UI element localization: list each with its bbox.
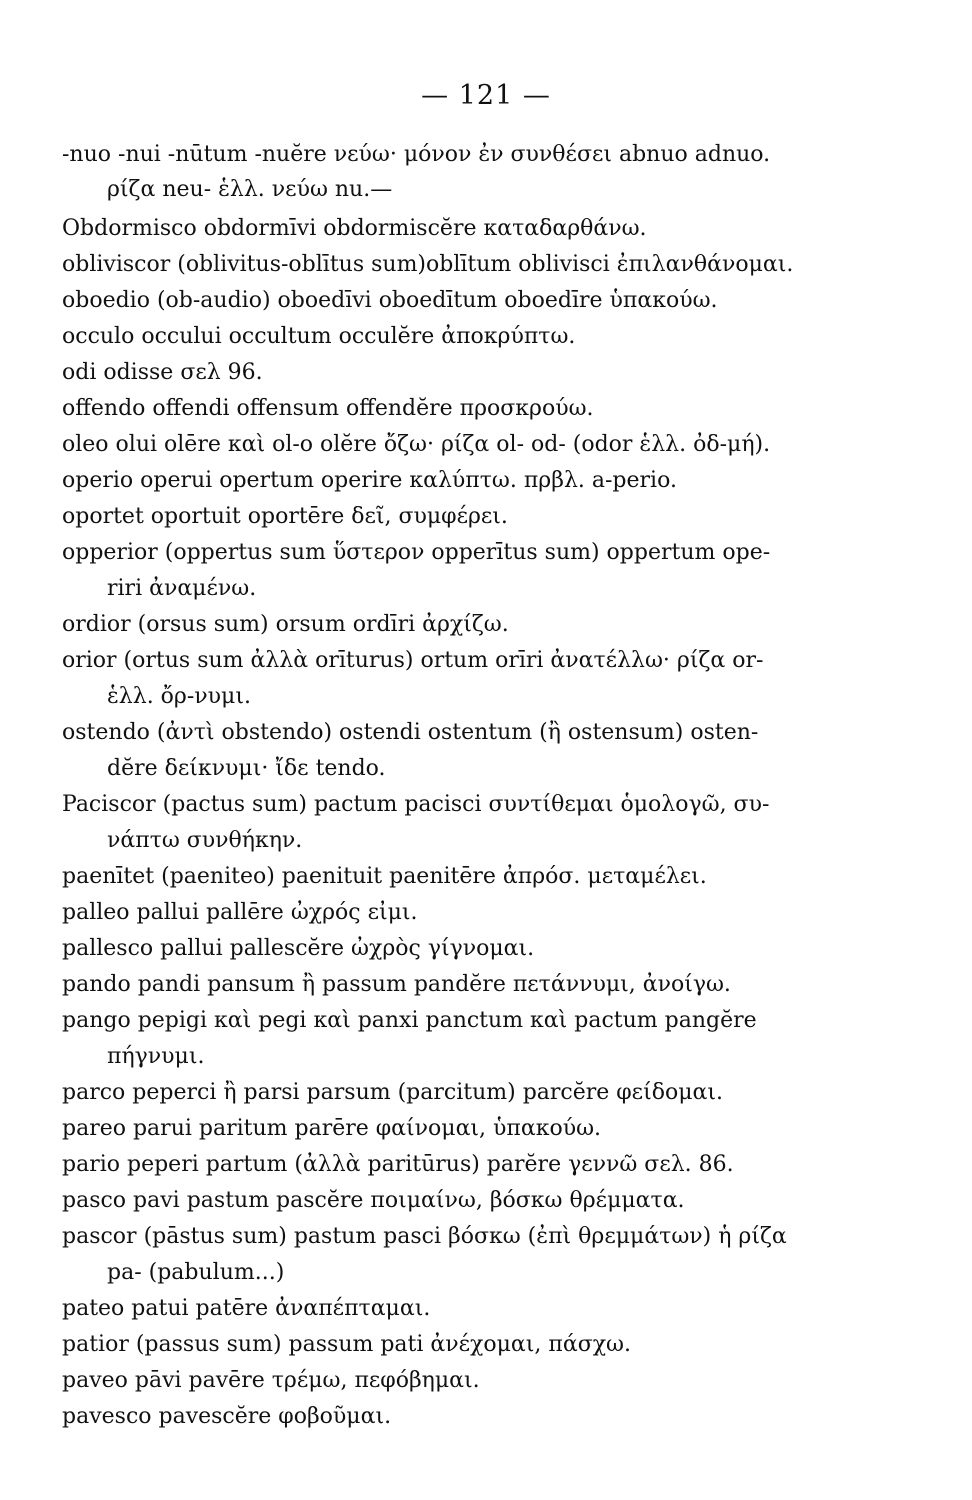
entry-line: ordior (orsus sum) orsum ordīri ἀρχίζω.: [62, 612, 509, 637]
entry-line-continuation: νάπτω συνθήκην.: [107, 828, 303, 853]
entry-line: pasco pavi pastum pascĕre ποιμαίνω, βόσκω θρέμματα.: [62, 1188, 685, 1213]
entry-line: oboedio (ob-audio) oboedīvi oboedītum oboedīre ὑπακούω.: [62, 288, 718, 313]
entry-line: offendo offendi offensum offendĕre προσκρούω.: [62, 396, 594, 421]
entry-line-continuation: riri ἀναμένω.: [107, 576, 257, 601]
entry-line: paveo pāvi pavēre τρέμω, πεφόβημαι.: [62, 1368, 480, 1393]
entry-line: pario peperi partum (ἀλλὰ paritūrus) parĕre γεννῶ σελ. 86.: [62, 1152, 734, 1177]
entry-line: pango pepigi καὶ pegi καὶ panxi panctum καὶ pactum pangĕre: [62, 1008, 757, 1033]
entry-line: occulo occului occultum occulĕre ἀποκρύπτω.: [62, 324, 576, 349]
page-number: — 121 —: [421, 80, 551, 111]
entry-line: Obdormisco obdormīvi obdormiscĕre καταδαρθάνω.: [62, 216, 647, 241]
entry-line: obliviscor (oblivitus-oblītus sum)oblītum oblivisci ἐπιλανθάνομαι.: [62, 252, 794, 277]
entry-line: paenītet (paeniteo) paenituit paenitēre ἀπρόσ. μεταμέλει.: [62, 864, 707, 889]
entry-line: oportet oportuit oportēre δεῖ, συμφέρει.: [62, 504, 508, 529]
entry-line: -nuo -nui -nūtum -nuĕre νεύω· μόνον ἐν συνθέσει abnuo adnuo.: [62, 142, 771, 167]
entry-line: pascor (pāstus sum) pastum pasci βόσκω (ἐπὶ θρεμμάτων) ἡ ρίζα: [62, 1224, 787, 1249]
entry-line: Paciscor (pactus sum) pactum pacisci συντίθεμαι ὁμολογῶ, συ-: [62, 792, 770, 817]
entry-line: patior (passus sum) passum pati ἀνέχομαι, πάσχω.: [62, 1332, 631, 1357]
entry-line: orior (ortus sum ἀλλὰ orīturus) ortum orīri ἀνατέλλω· ρίζα or-: [62, 648, 764, 673]
entry-line: pavesco pavescĕre φοβοῦμαι.: [62, 1404, 392, 1429]
entry-line: pateo patui patēre ἀναπέπταμαι.: [62, 1296, 431, 1321]
entry-line: pando pandi pansum ἢ passum pandĕre πετάννυμι, ἀνοίγω.: [62, 972, 731, 997]
entry-line-continuation: πήγνυμι.: [107, 1044, 205, 1069]
entry-line: ostendo (ἀντὶ obstendo) ostendi ostentum (ἢ ostensum) osten-: [62, 720, 759, 745]
entry-line: opperior (oppertus sum ὕστερον opperītus sum) oppertum ope-: [62, 540, 771, 565]
entry-line: pareo parui paritum parēre φαίνομαι, ὑπακούω.: [62, 1116, 602, 1141]
entry-line-continuation: pa- (pabulum...): [107, 1260, 285, 1285]
entry-line-continuation: ρίζα neu- ἑλλ. νεύω nu.—: [107, 177, 393, 202]
entry-line: pallesco pallui pallescĕre ὠχρὸς γίγνομαι.: [62, 936, 535, 961]
entry-line: parco peperci ἢ parsi parsum (parcitum) parcĕre φείδομαι.: [62, 1080, 723, 1105]
entry-line: oleo olui olēre καὶ ol-o olĕre ὄζω· ρίζα ol- od- (odor ἑλλ. ὀδ-μή).: [62, 432, 771, 457]
entry-line: palleo pallui pallēre ὠχρός εἰμι.: [62, 900, 418, 925]
entry-line-continuation: ἑλλ. ὄρ-νυμι.: [107, 684, 251, 709]
entry-line: odi odisse σελ 96.: [62, 360, 263, 385]
entry-line-continuation: dĕre δείκνυμι· ἴδε tendo.: [107, 756, 386, 781]
entry-line: operio operui opertum operire καλύπτω. πρβλ. a-perio.: [62, 468, 677, 493]
